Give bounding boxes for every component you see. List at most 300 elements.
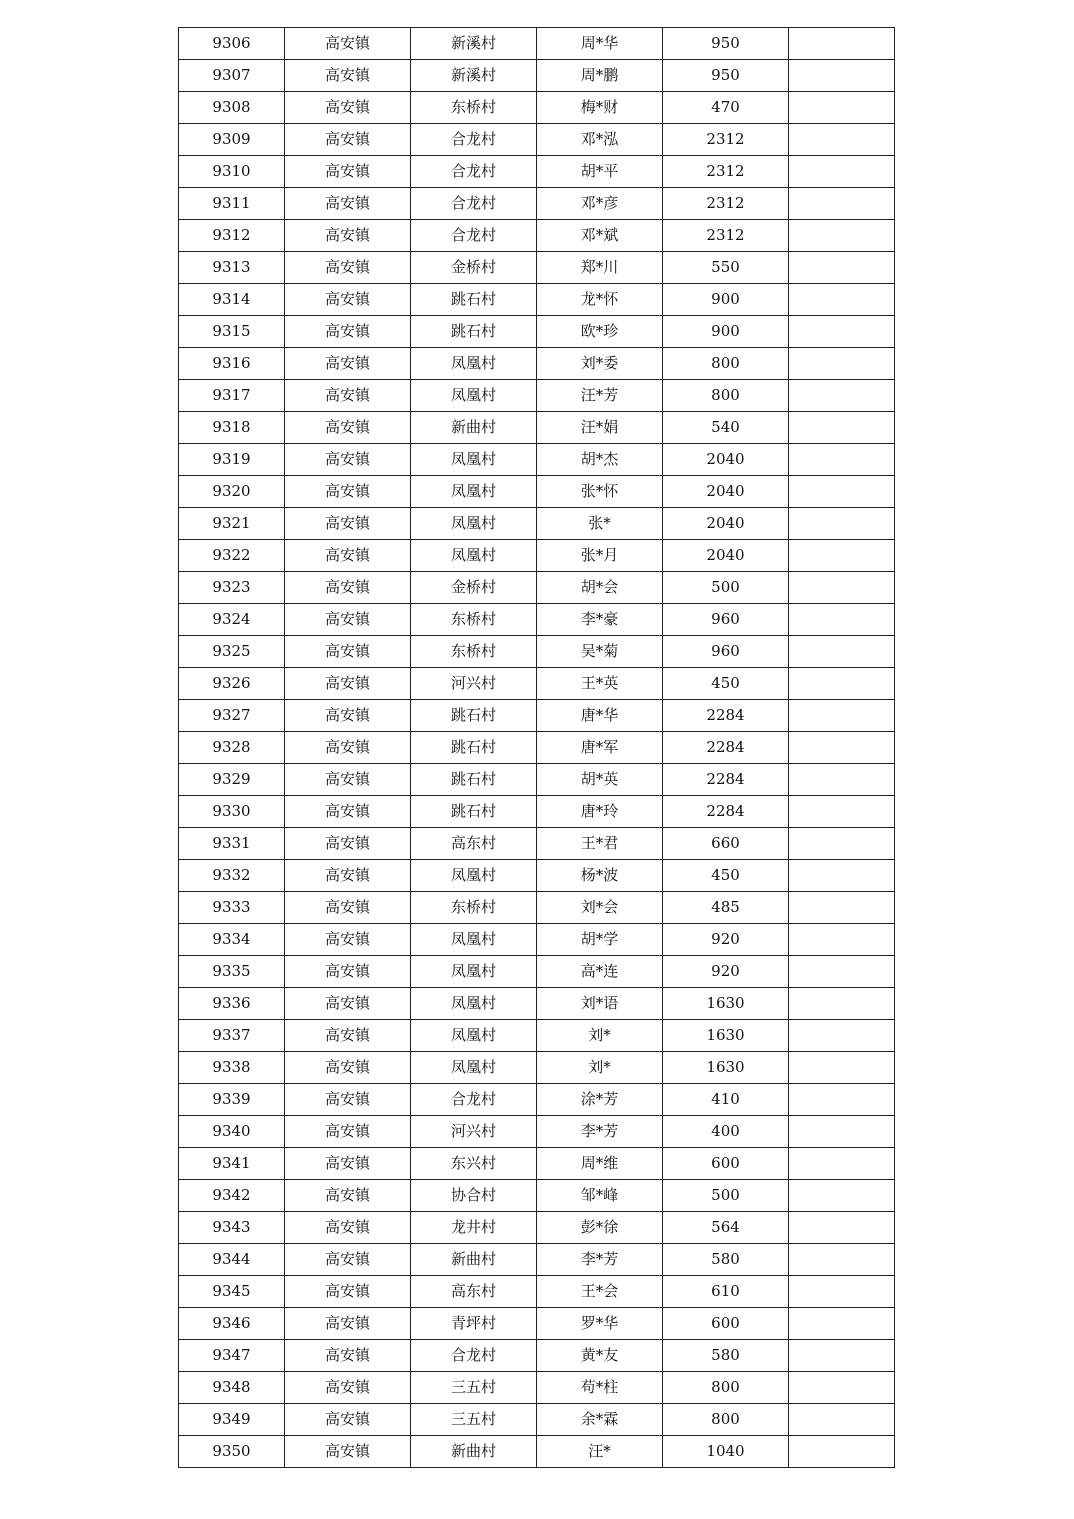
table-row — [179, 924, 895, 956]
cell-amount: 450 — [663, 860, 789, 892]
cell-town: 高安镇 — [285, 220, 411, 252]
cell-note — [789, 924, 895, 956]
cell-serial-number: 9340 — [179, 1116, 285, 1148]
table-row — [179, 380, 895, 412]
cell-name: 张*月 — [537, 540, 663, 572]
cell-town: 高安镇 — [285, 1020, 411, 1052]
cell-village: 新曲村 — [411, 1436, 537, 1468]
cell-serial-number: 9338 — [179, 1052, 285, 1084]
cell-village: 跳石村 — [411, 764, 537, 796]
cell-note — [789, 1212, 895, 1244]
cell-village: 凤凰村 — [411, 348, 537, 380]
cell-name: 邹*峰 — [537, 1180, 663, 1212]
cell-town: 高安镇 — [285, 1308, 411, 1340]
cell-serial-number: 9314 — [179, 284, 285, 316]
cell-village: 东兴村 — [411, 1148, 537, 1180]
subsidy-table — [178, 27, 895, 1468]
cell-note — [789, 220, 895, 252]
table-row — [179, 604, 895, 636]
cell-amount: 2312 — [663, 156, 789, 188]
cell-name: 刘* — [537, 1020, 663, 1052]
cell-name: 黄*友 — [537, 1340, 663, 1372]
cell-name: 胡*杰 — [537, 444, 663, 476]
cell-town: 高安镇 — [285, 540, 411, 572]
cell-village: 凤凰村 — [411, 860, 537, 892]
cell-village: 三五村 — [411, 1404, 537, 1436]
cell-name: 胡*会 — [537, 572, 663, 604]
cell-village: 合龙村 — [411, 124, 537, 156]
cell-amount: 800 — [663, 348, 789, 380]
cell-amount: 2284 — [663, 732, 789, 764]
table-row — [179, 1052, 895, 1084]
cell-town: 高安镇 — [285, 380, 411, 412]
cell-amount: 660 — [663, 828, 789, 860]
cell-village: 合龙村 — [411, 1084, 537, 1116]
cell-note — [789, 348, 895, 380]
cell-serial-number: 9334 — [179, 924, 285, 956]
cell-name: 邓*彦 — [537, 188, 663, 220]
cell-name: 胡*平 — [537, 156, 663, 188]
table-row — [179, 796, 895, 828]
table-row — [179, 348, 895, 380]
cell-town: 高安镇 — [285, 60, 411, 92]
cell-village: 凤凰村 — [411, 540, 537, 572]
cell-name: 龙*怀 — [537, 284, 663, 316]
cell-name: 张*怀 — [537, 476, 663, 508]
cell-town: 高安镇 — [285, 316, 411, 348]
cell-note — [789, 1372, 895, 1404]
cell-village: 东桥村 — [411, 892, 537, 924]
cell-serial-number: 9312 — [179, 220, 285, 252]
cell-village: 协合村 — [411, 1180, 537, 1212]
cell-note — [789, 1340, 895, 1372]
cell-note — [789, 540, 895, 572]
cell-note — [789, 732, 895, 764]
cell-name: 周*鹏 — [537, 60, 663, 92]
cell-amount: 800 — [663, 1372, 789, 1404]
cell-note — [789, 284, 895, 316]
cell-village: 跳石村 — [411, 732, 537, 764]
cell-name: 欧*珍 — [537, 316, 663, 348]
cell-amount: 920 — [663, 924, 789, 956]
cell-name: 张* — [537, 508, 663, 540]
cell-town: 高安镇 — [285, 604, 411, 636]
cell-amount: 485 — [663, 892, 789, 924]
cell-serial-number: 9321 — [179, 508, 285, 540]
cell-name: 周*华 — [537, 28, 663, 60]
table-row — [179, 1436, 895, 1468]
cell-town: 高安镇 — [285, 412, 411, 444]
cell-amount: 950 — [663, 28, 789, 60]
cell-serial-number: 9350 — [179, 1436, 285, 1468]
table-row — [179, 828, 895, 860]
cell-village: 东桥村 — [411, 604, 537, 636]
cell-village: 青坪村 — [411, 1308, 537, 1340]
cell-village: 龙井村 — [411, 1212, 537, 1244]
table-row — [179, 1020, 895, 1052]
table-row — [179, 732, 895, 764]
cell-town: 高安镇 — [285, 1404, 411, 1436]
cell-note — [789, 1308, 895, 1340]
cell-town: 高安镇 — [285, 860, 411, 892]
cell-note — [789, 476, 895, 508]
cell-serial-number: 9326 — [179, 668, 285, 700]
cell-serial-number: 9335 — [179, 956, 285, 988]
cell-town: 高安镇 — [285, 1276, 411, 1308]
cell-town: 高安镇 — [285, 28, 411, 60]
cell-serial-number: 9332 — [179, 860, 285, 892]
cell-serial-number: 9327 — [179, 700, 285, 732]
cell-amount: 950 — [663, 60, 789, 92]
cell-amount: 2040 — [663, 476, 789, 508]
cell-town: 高安镇 — [285, 348, 411, 380]
cell-name: 唐*华 — [537, 700, 663, 732]
cell-note — [789, 124, 895, 156]
cell-note — [789, 1404, 895, 1436]
cell-note — [789, 1020, 895, 1052]
cell-name: 余*霖 — [537, 1404, 663, 1436]
table-row — [179, 1340, 895, 1372]
cell-name: 王*君 — [537, 828, 663, 860]
cell-note — [789, 1148, 895, 1180]
cell-amount: 800 — [663, 380, 789, 412]
cell-name: 周*维 — [537, 1148, 663, 1180]
cell-serial-number: 9310 — [179, 156, 285, 188]
cell-amount: 500 — [663, 572, 789, 604]
cell-village: 新曲村 — [411, 1244, 537, 1276]
cell-note — [789, 412, 895, 444]
cell-note — [789, 988, 895, 1020]
cell-town: 高安镇 — [285, 188, 411, 220]
cell-amount: 1040 — [663, 1436, 789, 1468]
cell-name: 唐*玲 — [537, 796, 663, 828]
cell-name: 杨*波 — [537, 860, 663, 892]
cell-amount: 564 — [663, 1212, 789, 1244]
cell-name: 郑*川 — [537, 252, 663, 284]
cell-serial-number: 9320 — [179, 476, 285, 508]
cell-note — [789, 444, 895, 476]
cell-note — [789, 828, 895, 860]
cell-town: 高安镇 — [285, 636, 411, 668]
cell-town: 高安镇 — [285, 124, 411, 156]
cell-town: 高安镇 — [285, 1244, 411, 1276]
cell-name: 刘*会 — [537, 892, 663, 924]
cell-serial-number: 9325 — [179, 636, 285, 668]
cell-serial-number: 9347 — [179, 1340, 285, 1372]
cell-amount: 540 — [663, 412, 789, 444]
cell-village: 跳石村 — [411, 284, 537, 316]
table-row — [179, 444, 895, 476]
cell-village: 新溪村 — [411, 28, 537, 60]
cell-town: 高安镇 — [285, 1340, 411, 1372]
table-row — [179, 156, 895, 188]
cell-name: 唐*军 — [537, 732, 663, 764]
cell-village: 合龙村 — [411, 1340, 537, 1372]
table-row — [179, 1276, 895, 1308]
cell-amount: 400 — [663, 1116, 789, 1148]
cell-name: 邓*斌 — [537, 220, 663, 252]
cell-name: 李*豪 — [537, 604, 663, 636]
cell-name: 汪*芳 — [537, 380, 663, 412]
cell-serial-number: 9308 — [179, 92, 285, 124]
cell-amount: 800 — [663, 1404, 789, 1436]
cell-town: 高安镇 — [285, 668, 411, 700]
cell-name: 李*芳 — [537, 1244, 663, 1276]
cell-serial-number: 9342 — [179, 1180, 285, 1212]
cell-town: 高安镇 — [285, 924, 411, 956]
cell-note — [789, 860, 895, 892]
cell-amount: 450 — [663, 668, 789, 700]
table-row — [179, 1148, 895, 1180]
cell-town: 高安镇 — [285, 444, 411, 476]
cell-serial-number: 9331 — [179, 828, 285, 860]
cell-serial-number: 9330 — [179, 796, 285, 828]
table-row — [179, 220, 895, 252]
cell-note — [789, 700, 895, 732]
table-row — [179, 1404, 895, 1436]
cell-village: 河兴村 — [411, 1116, 537, 1148]
cell-town: 高安镇 — [285, 284, 411, 316]
cell-name: 高*连 — [537, 956, 663, 988]
table-row — [179, 956, 895, 988]
cell-village: 凤凰村 — [411, 988, 537, 1020]
cell-village: 三五村 — [411, 1372, 537, 1404]
cell-village: 凤凰村 — [411, 444, 537, 476]
cell-town: 高安镇 — [285, 1212, 411, 1244]
cell-village: 凤凰村 — [411, 476, 537, 508]
cell-town: 高安镇 — [285, 572, 411, 604]
cell-serial-number: 9306 — [179, 28, 285, 60]
cell-village: 跳石村 — [411, 796, 537, 828]
cell-village: 跳石村 — [411, 316, 537, 348]
cell-village: 河兴村 — [411, 668, 537, 700]
cell-note — [789, 188, 895, 220]
cell-town: 高安镇 — [285, 1116, 411, 1148]
cell-note — [789, 1116, 895, 1148]
cell-note — [789, 316, 895, 348]
cell-amount: 610 — [663, 1276, 789, 1308]
cell-serial-number: 9345 — [179, 1276, 285, 1308]
cell-town: 高安镇 — [285, 700, 411, 732]
cell-note — [789, 1276, 895, 1308]
cell-note — [789, 604, 895, 636]
cell-note — [789, 572, 895, 604]
table-row — [179, 412, 895, 444]
table-row — [179, 124, 895, 156]
cell-town: 高安镇 — [285, 1084, 411, 1116]
cell-serial-number: 9322 — [179, 540, 285, 572]
cell-note — [789, 92, 895, 124]
cell-amount: 1630 — [663, 1052, 789, 1084]
cell-village: 高东村 — [411, 1276, 537, 1308]
cell-serial-number: 9349 — [179, 1404, 285, 1436]
cell-note — [789, 668, 895, 700]
cell-town: 高安镇 — [285, 1372, 411, 1404]
cell-name: 王*英 — [537, 668, 663, 700]
table-row — [179, 476, 895, 508]
cell-town: 高安镇 — [285, 1052, 411, 1084]
cell-village: 跳石村 — [411, 700, 537, 732]
cell-name: 刘*委 — [537, 348, 663, 380]
cell-name: 王*会 — [537, 1276, 663, 1308]
table-row — [179, 252, 895, 284]
cell-town: 高安镇 — [285, 1436, 411, 1468]
cell-village: 东桥村 — [411, 92, 537, 124]
cell-note — [789, 1052, 895, 1084]
cell-village: 凤凰村 — [411, 1052, 537, 1084]
table-row — [179, 508, 895, 540]
cell-serial-number: 9346 — [179, 1308, 285, 1340]
cell-note — [789, 1084, 895, 1116]
cell-name: 彭*徐 — [537, 1212, 663, 1244]
cell-name: 刘*语 — [537, 988, 663, 1020]
cell-serial-number: 9339 — [179, 1084, 285, 1116]
cell-amount: 410 — [663, 1084, 789, 1116]
table-row — [179, 60, 895, 92]
cell-serial-number: 9307 — [179, 60, 285, 92]
cell-name: 吴*菊 — [537, 636, 663, 668]
table-row — [179, 1308, 895, 1340]
cell-serial-number: 9313 — [179, 252, 285, 284]
cell-town: 高安镇 — [285, 476, 411, 508]
cell-note — [789, 796, 895, 828]
cell-town: 高安镇 — [285, 892, 411, 924]
cell-serial-number: 9315 — [179, 316, 285, 348]
cell-village: 凤凰村 — [411, 1020, 537, 1052]
cell-town: 高安镇 — [285, 956, 411, 988]
cell-name: 邓*泓 — [537, 124, 663, 156]
cell-name: 苟*柱 — [537, 1372, 663, 1404]
cell-note — [789, 892, 895, 924]
table-row — [179, 284, 895, 316]
cell-serial-number: 9343 — [179, 1212, 285, 1244]
table-row — [179, 1372, 895, 1404]
cell-name: 胡*学 — [537, 924, 663, 956]
cell-name: 罗*华 — [537, 1308, 663, 1340]
cell-village: 凤凰村 — [411, 956, 537, 988]
cell-note — [789, 636, 895, 668]
table-row — [179, 860, 895, 892]
cell-amount: 2040 — [663, 508, 789, 540]
table-row — [179, 764, 895, 796]
cell-name: 胡*英 — [537, 764, 663, 796]
cell-village: 凤凰村 — [411, 924, 537, 956]
cell-amount: 600 — [663, 1148, 789, 1180]
table-row — [179, 1212, 895, 1244]
cell-town: 高安镇 — [285, 508, 411, 540]
cell-amount: 1630 — [663, 988, 789, 1020]
cell-serial-number: 9336 — [179, 988, 285, 1020]
table-row — [179, 28, 895, 60]
cell-amount: 1630 — [663, 1020, 789, 1052]
cell-village: 金桥村 — [411, 252, 537, 284]
cell-amount: 2312 — [663, 188, 789, 220]
cell-village: 新曲村 — [411, 412, 537, 444]
table-row — [179, 988, 895, 1020]
cell-amount: 2284 — [663, 700, 789, 732]
cell-amount: 2040 — [663, 444, 789, 476]
cell-amount: 2284 — [663, 796, 789, 828]
table-row — [179, 316, 895, 348]
cell-amount: 550 — [663, 252, 789, 284]
table-row — [179, 668, 895, 700]
cell-village: 凤凰村 — [411, 380, 537, 412]
table-row — [179, 188, 895, 220]
cell-amount: 580 — [663, 1244, 789, 1276]
table-body — [179, 28, 895, 1468]
cell-name: 刘* — [537, 1052, 663, 1084]
cell-village: 高东村 — [411, 828, 537, 860]
cell-town: 高安镇 — [285, 252, 411, 284]
cell-serial-number: 9341 — [179, 1148, 285, 1180]
cell-name: 汪*娟 — [537, 412, 663, 444]
table-row — [179, 892, 895, 924]
cell-serial-number: 9316 — [179, 348, 285, 380]
cell-name: 李*芳 — [537, 1116, 663, 1148]
cell-note — [789, 508, 895, 540]
cell-town: 高安镇 — [285, 732, 411, 764]
cell-amount: 500 — [663, 1180, 789, 1212]
cell-amount: 900 — [663, 316, 789, 348]
cell-town: 高安镇 — [285, 156, 411, 188]
table-row — [179, 1084, 895, 1116]
cell-town: 高安镇 — [285, 796, 411, 828]
table-row — [179, 636, 895, 668]
cell-serial-number: 9344 — [179, 1244, 285, 1276]
cell-amount: 580 — [663, 1340, 789, 1372]
cell-note — [789, 1244, 895, 1276]
cell-name: 汪* — [537, 1436, 663, 1468]
cell-note — [789, 380, 895, 412]
cell-serial-number: 9328 — [179, 732, 285, 764]
cell-serial-number: 9337 — [179, 1020, 285, 1052]
cell-amount: 900 — [663, 284, 789, 316]
table-row — [179, 572, 895, 604]
cell-serial-number: 9309 — [179, 124, 285, 156]
cell-town: 高安镇 — [285, 828, 411, 860]
cell-note — [789, 1436, 895, 1468]
cell-village: 凤凰村 — [411, 508, 537, 540]
cell-serial-number: 9323 — [179, 572, 285, 604]
cell-serial-number: 9324 — [179, 604, 285, 636]
cell-note — [789, 28, 895, 60]
table-row — [179, 540, 895, 572]
cell-town: 高安镇 — [285, 988, 411, 1020]
cell-amount: 960 — [663, 604, 789, 636]
cell-note — [789, 252, 895, 284]
cell-note — [789, 764, 895, 796]
table-row — [179, 1180, 895, 1212]
cell-serial-number: 9318 — [179, 412, 285, 444]
cell-amount: 920 — [663, 956, 789, 988]
cell-serial-number: 9329 — [179, 764, 285, 796]
cell-village: 新溪村 — [411, 60, 537, 92]
cell-note — [789, 156, 895, 188]
cell-amount: 600 — [663, 1308, 789, 1340]
cell-town: 高安镇 — [285, 92, 411, 124]
cell-amount: 2284 — [663, 764, 789, 796]
cell-town: 高安镇 — [285, 1180, 411, 1212]
table-row — [179, 1244, 895, 1276]
cell-village: 金桥村 — [411, 572, 537, 604]
cell-name: 梅*财 — [537, 92, 663, 124]
cell-serial-number: 9348 — [179, 1372, 285, 1404]
cell-amount: 2040 — [663, 540, 789, 572]
cell-serial-number: 9333 — [179, 892, 285, 924]
cell-village: 合龙村 — [411, 220, 537, 252]
cell-amount: 960 — [663, 636, 789, 668]
cell-village: 合龙村 — [411, 156, 537, 188]
